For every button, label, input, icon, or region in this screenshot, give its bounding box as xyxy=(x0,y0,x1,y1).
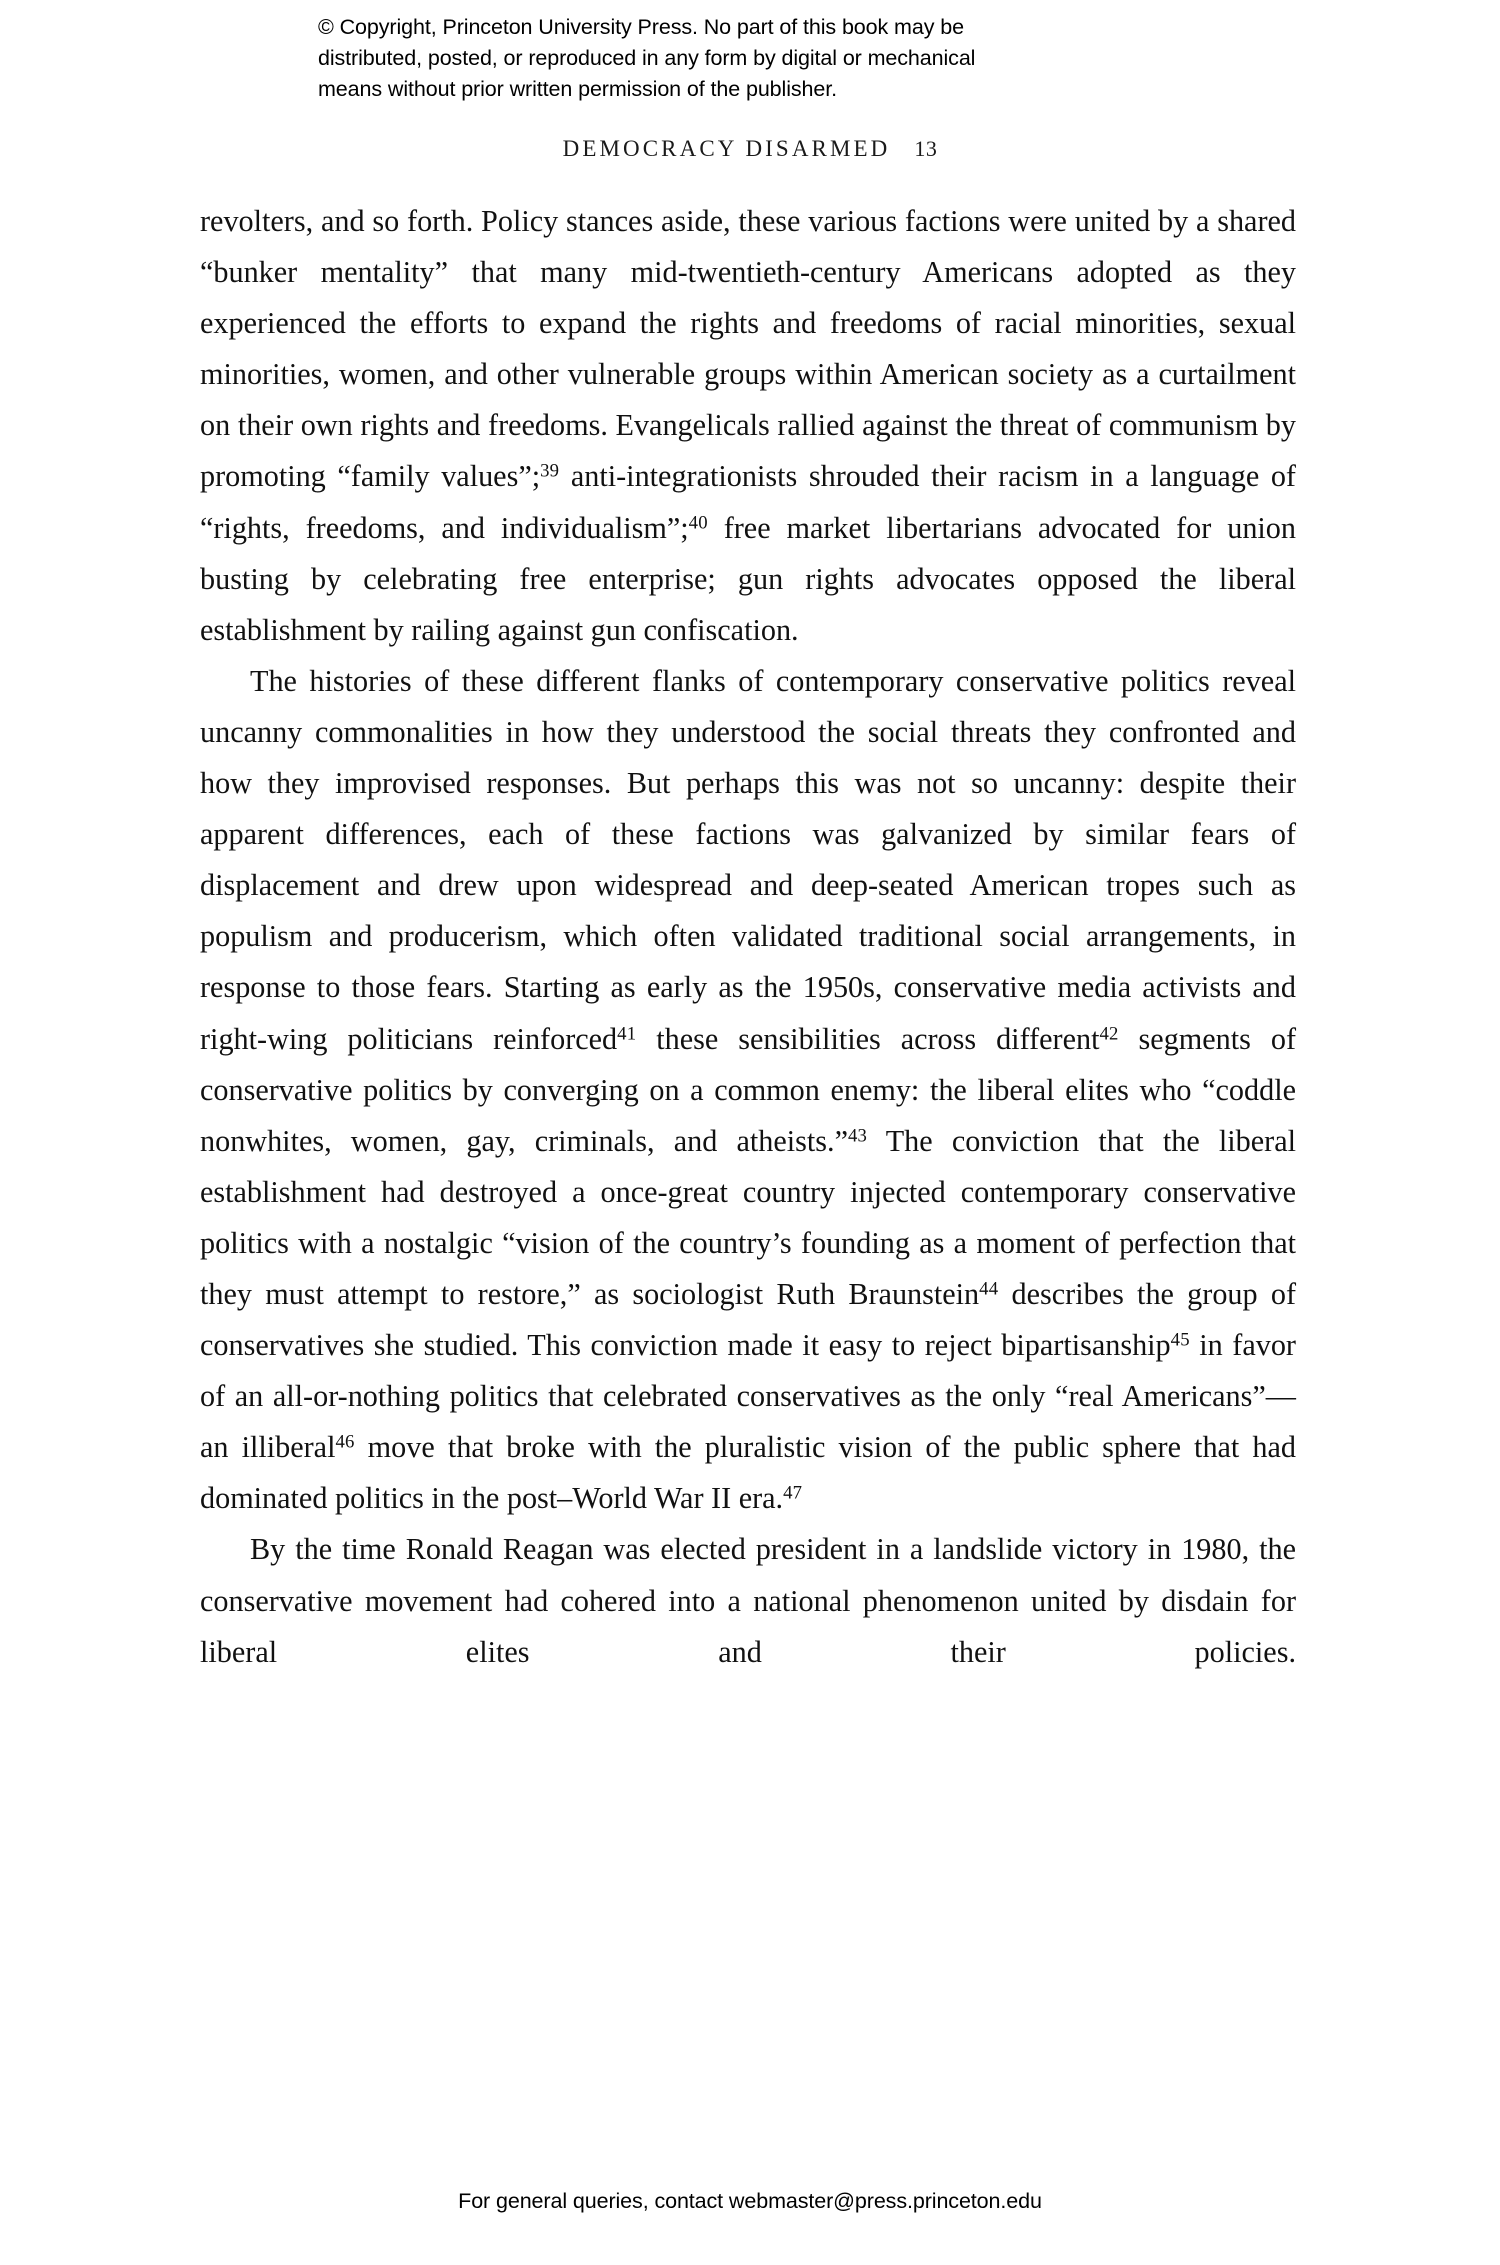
body-text-run: By the time Ronald Reagan was elected president in a landslide victory in 1980, the conservative movement had cohered into a national phenomenon united by disdain for liberal elites and their policies. xyxy=(200,1532,1296,1669)
footnote-marker[interactable]: 45 xyxy=(1170,1329,1190,1351)
body-text-run: revolters, and so forth. Policy stances aside, these various factions were united by a shared “bunker mentality” that many mid-twentieth-century Americans adopted as they experienced the efforts to expand the rights and freedoms of racial minorities, sexual minorities, women, and other vulnerable groups within American society as a curtailment on their own rights and freedoms. Evangelicals rallied against the threat of communism by promoting “family values”; xyxy=(200,204,1296,494)
running-head xyxy=(0,136,1500,162)
body-text-run: The conviction that the liberal establishment had destroyed a once-great country injected contemporary conservative politics with a nostalgic “vision of the country’s founding as a moment of perfection that they must attempt to restore,” as sociologist Ruth Braunstein xyxy=(200,1123,1296,1311)
body-text-run: The histories of these different flanks of contemporary conservative politics reveal uncanny commonalities in how they understood the social threats they confronted and how they improvised responses. But perhaps this was not so uncanny: despite their apparent differences, each of these factions was galvanized by similar fears of displacement and drew upon widespread and deep-seated American tropes such as populism and producerism, which often validated traditional social arrangements, in response to those fears. Starting as early as the 1950s, conservative media activists and right-wing politicians reinforced xyxy=(200,663,1296,1056)
copyright-notice xyxy=(318,12,1168,105)
body-text-run: segments of conservative politics by converging on a common enemy: the liberal elites who “coddle nonwhites, women, gay, criminals, and atheists.” xyxy=(200,1021,1296,1158)
footnote-marker[interactable]: 47 xyxy=(783,1482,803,1504)
body-text-run: describes the group of conservatives she studied. This conviction made it easy to reject bipartisanship xyxy=(200,1276,1296,1363)
running-head-title: DEMOCRACY DISARMED xyxy=(562,136,891,161)
body-text-run: move that broke with the pluralistic vision of the public sphere that had dominated politics in the post–World War II era. xyxy=(200,1430,1296,1516)
footnote-marker[interactable]: 46 xyxy=(335,1431,355,1453)
body-text-run: free market libertarians advocated for union busting by celebrating free enterprise; gun rights advocates opposed the liberal establishment by railing against gun confiscation. xyxy=(200,510,1296,647)
body-paragraph xyxy=(200,656,1296,1525)
footnote-marker[interactable]: 43 xyxy=(848,1124,868,1146)
body-paragraph xyxy=(200,196,1296,656)
footnote-marker[interactable]: 44 xyxy=(979,1278,999,1300)
body-text-column xyxy=(200,196,1296,1729)
body-text-run: anti-integrationists shrouded their racism in a language of “rights, freedoms, and individualism”; xyxy=(200,459,1296,545)
footnote-marker[interactable]: 41 xyxy=(617,1022,637,1044)
body-paragraph xyxy=(200,1524,1296,1728)
footnote-marker[interactable]: 42 xyxy=(1099,1022,1119,1044)
copyright-line-2: distributed, posted, or reproduced in any form by digital or mechanical xyxy=(318,46,976,70)
footnote-marker[interactable]: 39 xyxy=(540,460,560,482)
body-text-run: in favor of an all-or-nothing politics that celebrated conservatives as the only “real Americans”—an illiberal xyxy=(200,1328,1296,1465)
footer-query-note: For general queries, contact webmaster@press.princeton.edu xyxy=(458,2189,1042,2213)
page-number: 13 xyxy=(914,136,938,161)
body-text-run: these sensibilities across different xyxy=(636,1021,1100,1056)
copyright-line-1: © Copyright, Princeton University Press. No part of this book may be xyxy=(318,15,964,39)
copyright-line-3: means without prior written permission of the publisher. xyxy=(318,77,838,101)
footnote-marker[interactable]: 40 xyxy=(688,511,708,533)
